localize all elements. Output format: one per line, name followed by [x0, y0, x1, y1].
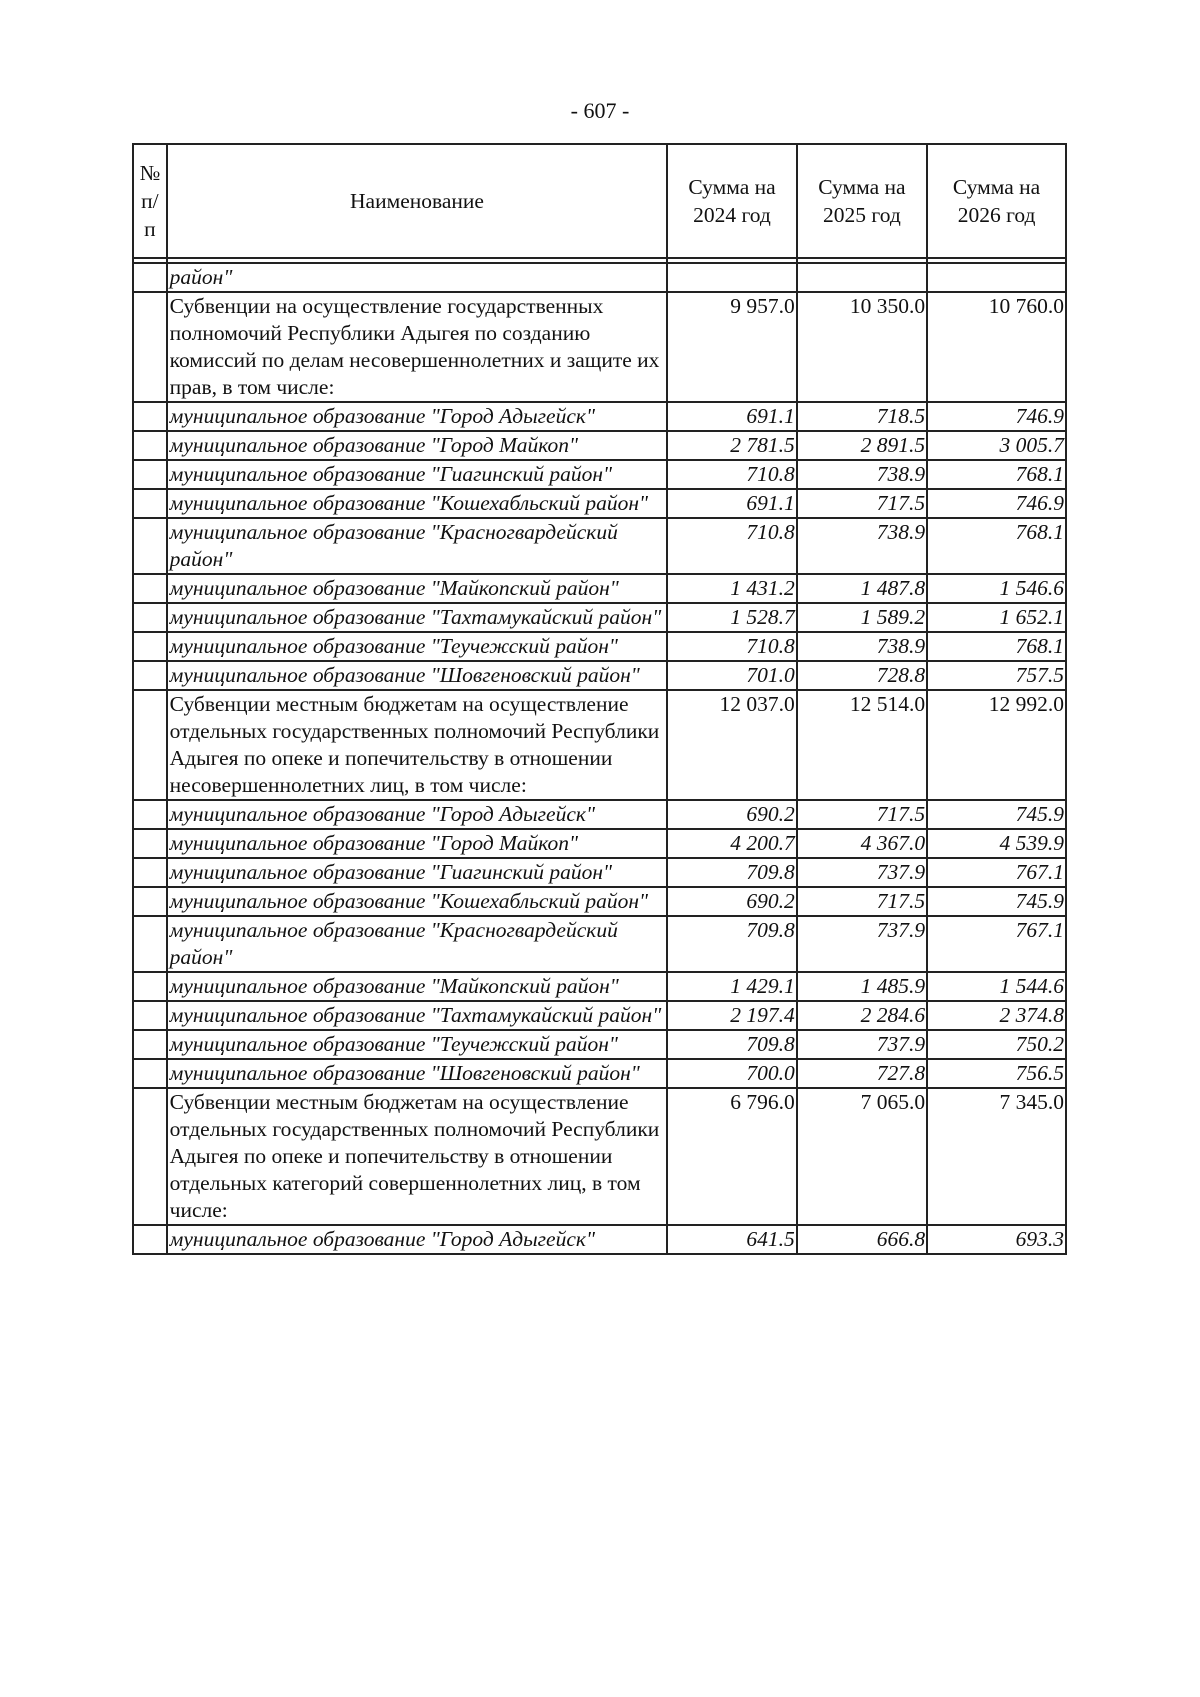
cell-num	[133, 916, 167, 972]
cell-num	[133, 402, 167, 431]
cell-2026: 12 992.0	[927, 690, 1066, 800]
cell-2026: 767.1	[927, 858, 1066, 887]
cell-2025: 737.9	[797, 916, 927, 972]
table-row-main	[133, 292, 1066, 402]
cell-2025: 717.5	[797, 800, 927, 829]
cell-2025: 738.9	[797, 632, 927, 661]
cell-2026: 750.2	[927, 1030, 1066, 1059]
cell-2025: 666.8	[797, 1225, 927, 1254]
cell-2025: 717.5	[797, 489, 927, 518]
table-row	[133, 1059, 1066, 1088]
cell-2024: 1 429.1	[667, 972, 796, 1001]
table-body	[133, 263, 1066, 1254]
cell-2026: 745.9	[927, 887, 1066, 916]
cell-num	[133, 800, 167, 829]
table-row	[133, 489, 1066, 518]
cell-num	[133, 603, 167, 632]
cell-num	[133, 460, 167, 489]
cell-name: муниципальное образование "Тахтамукайский район"	[167, 1001, 668, 1030]
cell-name: муниципальное образование "Красногвардейский район"	[167, 916, 668, 972]
cell-name: муниципальное образование "Майкопский район"	[167, 972, 668, 1001]
cell-2025: 2 284.6	[797, 1001, 927, 1030]
cell-2024: 691.1	[667, 402, 796, 431]
cell-2025: 717.5	[797, 887, 927, 916]
cell-2024: 641.5	[667, 1225, 796, 1254]
cell-name: муниципальное образование "Кошехабльский район"	[167, 887, 668, 916]
cell-num	[133, 1225, 167, 1254]
cell-2025: 738.9	[797, 518, 927, 574]
cell-name: муниципальное образование "Город Адыгейск"	[167, 800, 668, 829]
table-row	[133, 1001, 1066, 1030]
cell-num	[133, 887, 167, 916]
table-row-main	[133, 690, 1066, 800]
table-row	[133, 518, 1066, 574]
cell-num	[133, 574, 167, 603]
cell-2026: 693.3	[927, 1225, 1066, 1254]
table-row	[133, 916, 1066, 972]
cell-2025: 728.8	[797, 661, 927, 690]
cell-2024: 701.0	[667, 661, 796, 690]
cell-2024	[667, 263, 796, 292]
cell-num	[133, 632, 167, 661]
cell-2024: 709.8	[667, 858, 796, 887]
cell-2026: 768.1	[927, 632, 1066, 661]
cell-2024: 710.8	[667, 518, 796, 574]
cell-name: муниципальное образование "Кошехабльский район"	[167, 489, 668, 518]
cell-2025: 737.9	[797, 1030, 927, 1059]
cell-num	[133, 690, 167, 800]
table-row	[133, 402, 1066, 431]
table-row	[133, 800, 1066, 829]
cell-name: муниципальное образование "Гиагинский район"	[167, 460, 668, 489]
cell-2026: 10 760.0	[927, 292, 1066, 402]
cell-2024: 700.0	[667, 1059, 796, 1088]
cell-name: муниципальное образование "Город Майкоп"	[167, 431, 668, 460]
cell-num	[133, 263, 167, 292]
cell-name: муниципальное образование "Город Адыгейск"	[167, 1225, 668, 1254]
table-row	[133, 972, 1066, 1001]
cell-2024: 710.8	[667, 460, 796, 489]
cell-2025: 727.8	[797, 1059, 927, 1088]
cell-num	[133, 972, 167, 1001]
cell-2026: 745.9	[927, 800, 1066, 829]
cell-name: муниципальное образование "Гиагинский район"	[167, 858, 668, 887]
cell-2024: 2 781.5	[667, 431, 796, 460]
cell-name: Субвенции на осуществление государственных полномочий Республики Адыгея по созданию комиссий по делам несовершеннолетних и защите их прав, в том числе:	[167, 292, 668, 402]
cell-name: муниципальное образование "Город Адыгейск"	[167, 402, 668, 431]
table-row-main	[133, 1088, 1066, 1225]
header-2024: Сумма на 2024 год	[667, 144, 796, 258]
cell-2025	[797, 263, 927, 292]
cell-2024: 6 796.0	[667, 1088, 796, 1225]
table-row	[133, 829, 1066, 858]
header-2026: Сумма на 2026 год	[927, 144, 1066, 258]
cell-2024: 691.1	[667, 489, 796, 518]
cell-name: муниципальное образование "Шовгеновский район"	[167, 661, 668, 690]
table-row	[133, 431, 1066, 460]
cell-2025: 1 485.9	[797, 972, 927, 1001]
cell-num	[133, 518, 167, 574]
cell-name: район"	[167, 263, 668, 292]
table-row	[133, 1030, 1066, 1059]
cell-num	[133, 829, 167, 858]
cell-num	[133, 1088, 167, 1225]
cell-num	[133, 1030, 167, 1059]
cell-2026: 1 544.6	[927, 972, 1066, 1001]
cell-2024: 1 528.7	[667, 603, 796, 632]
cell-2024: 1 431.2	[667, 574, 796, 603]
cell-num	[133, 489, 167, 518]
cell-2026	[927, 263, 1066, 292]
cell-name: Субвенции местным бюджетам на осуществление отдельных государственных полномочий Республики Адыгея по опеке и попечительству в отношении несовершеннолетних лиц, в том числе:	[167, 690, 668, 800]
cell-2025: 2 891.5	[797, 431, 927, 460]
cell-2024: 710.8	[667, 632, 796, 661]
cell-name: муниципальное образование "Теучежский район"	[167, 1030, 668, 1059]
cell-num	[133, 431, 167, 460]
cell-2025: 7 065.0	[797, 1088, 927, 1225]
table-row	[133, 632, 1066, 661]
cell-num	[133, 1059, 167, 1088]
cell-2026: 757.5	[927, 661, 1066, 690]
cell-2024: 690.2	[667, 800, 796, 829]
cell-2024: 690.2	[667, 887, 796, 916]
cell-2026: 768.1	[927, 518, 1066, 574]
budget-table	[132, 143, 1067, 1255]
cell-2025: 1 487.8	[797, 574, 927, 603]
header-2025: Сумма на 2025 год	[797, 144, 927, 258]
table-row	[133, 263, 1066, 292]
cell-2024: 9 957.0	[667, 292, 796, 402]
page-number: - 607 -	[570, 98, 630, 123]
cell-2025: 718.5	[797, 402, 927, 431]
header-num: № п/п	[133, 144, 167, 258]
cell-name: муниципальное образование "Шовгеновский район"	[167, 1059, 668, 1088]
cell-2025: 737.9	[797, 858, 927, 887]
cell-2026: 1 652.1	[927, 603, 1066, 632]
cell-name: муниципальное образование "Город Майкоп"	[167, 829, 668, 858]
cell-2026: 767.1	[927, 916, 1066, 972]
cell-2024: 2 197.4	[667, 1001, 796, 1030]
table-row	[133, 661, 1066, 690]
cell-2024: 4 200.7	[667, 829, 796, 858]
cell-2026: 2 374.8	[927, 1001, 1066, 1030]
table-row	[133, 574, 1066, 603]
cell-2026: 3 005.7	[927, 431, 1066, 460]
cell-2026: 768.1	[927, 460, 1066, 489]
table-row	[133, 603, 1066, 632]
table-row	[133, 887, 1066, 916]
cell-name: муниципальное образование "Майкопский район"	[167, 574, 668, 603]
cell-2025: 4 367.0	[797, 829, 927, 858]
table-row	[133, 1225, 1066, 1254]
table-header	[133, 144, 1066, 263]
cell-2024: 12 037.0	[667, 690, 796, 800]
cell-2024: 709.8	[667, 916, 796, 972]
cell-2026: 7 345.0	[927, 1088, 1066, 1225]
cell-2026: 756.5	[927, 1059, 1066, 1088]
cell-2026: 746.9	[927, 402, 1066, 431]
header-name: Наименование	[167, 144, 668, 258]
cell-name: Субвенции местным бюджетам на осуществление отдельных государственных полномочий Республики Адыгея по опеке и попечительству в отношении отдельных категорий совершеннолетних лиц, в том числе:	[167, 1088, 668, 1225]
cell-2026: 746.9	[927, 489, 1066, 518]
table-row	[133, 858, 1066, 887]
cell-2025: 10 350.0	[797, 292, 927, 402]
cell-2025: 1 589.2	[797, 603, 927, 632]
cell-num	[133, 1001, 167, 1030]
cell-name: муниципальное образование "Красногвардейский район"	[167, 518, 668, 574]
cell-name: муниципальное образование "Теучежский район"	[167, 632, 668, 661]
cell-2025: 738.9	[797, 460, 927, 489]
table-row	[133, 460, 1066, 489]
cell-2024: 709.8	[667, 1030, 796, 1059]
cell-num	[133, 858, 167, 887]
cell-name: муниципальное образование "Тахтамукайский район"	[167, 603, 668, 632]
cell-num	[133, 292, 167, 402]
cell-2025: 12 514.0	[797, 690, 927, 800]
cell-num	[133, 661, 167, 690]
cell-2026: 1 546.6	[927, 574, 1066, 603]
cell-2026: 4 539.9	[927, 829, 1066, 858]
